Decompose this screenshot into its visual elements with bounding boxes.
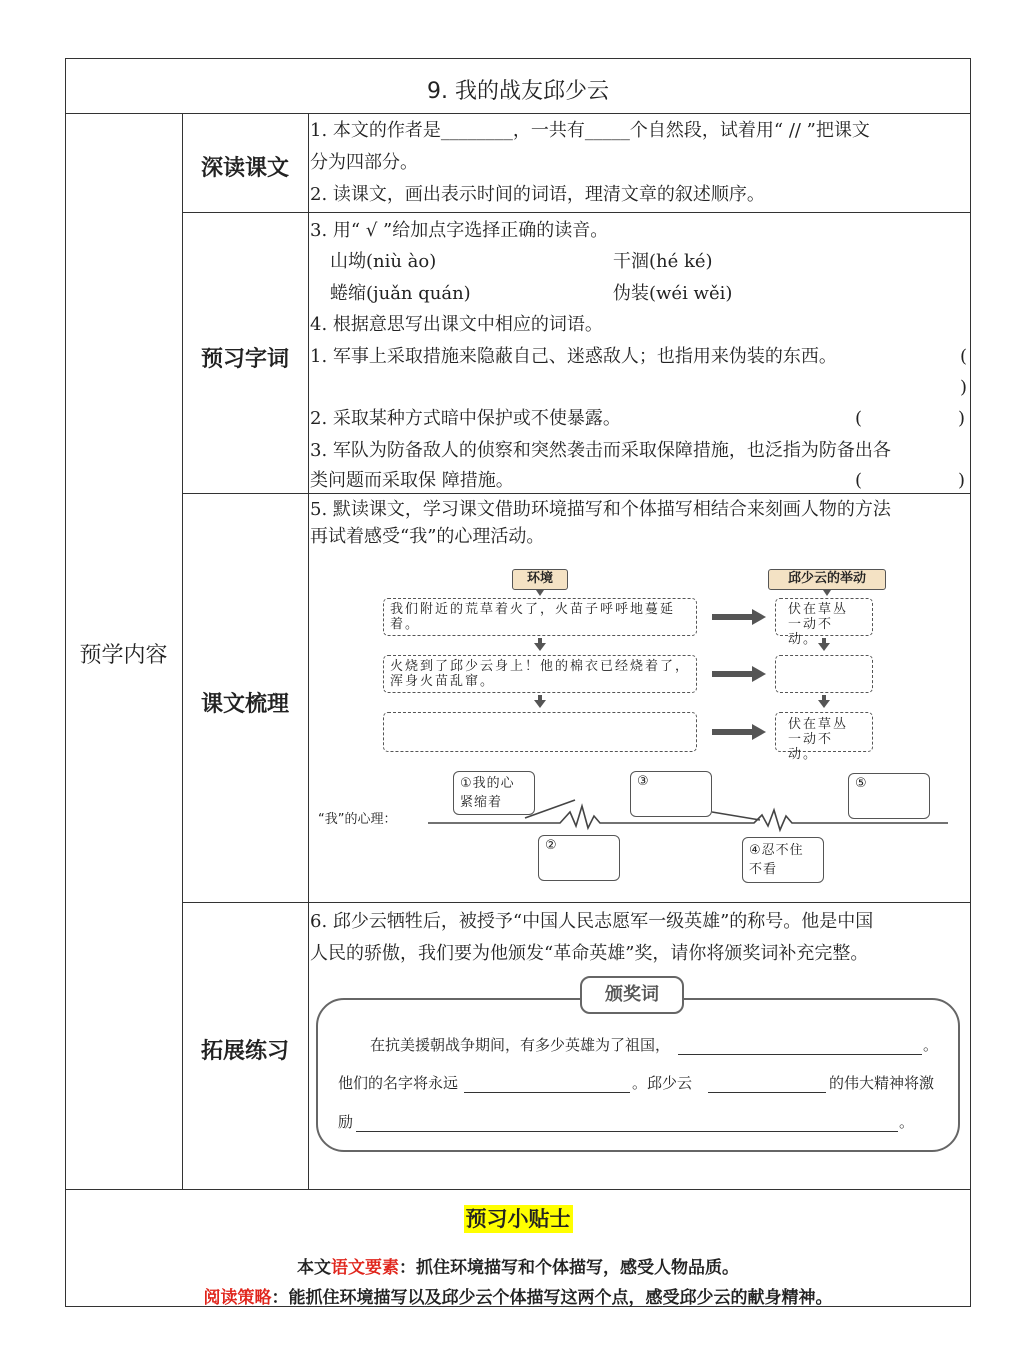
q1-line1: 1. 本文的作者是________，一共有_____个自然段，试着用“ // ”把课文 — [310, 120, 870, 141]
award-tag — [580, 976, 684, 1014]
tips-line-2-red: 阅读策略 — [203, 1288, 272, 1308]
q4-paren-close-1: ) — [960, 377, 968, 398]
q4-item-3b: 类问题而采取保 障措施。 — [310, 470, 514, 491]
q4-intro: 4. 根据意思写出课文中相应的词语。 — [310, 314, 603, 335]
mind-box-4-text: ④忍不住不看 — [749, 843, 804, 877]
q3-intro: 3. 用“ √ ”给加点字选择正确的读音。 — [310, 220, 609, 241]
tips-line-2-rest: ：能抓住环境描写以及邱少云个体描写这两个点，感受邱少云的献身精神。 — [271, 1288, 833, 1308]
act-box-3-text: 伏在草丛一动不动。 — [788, 717, 849, 762]
q2-line: 2. 读课文，画出表示时间的词语，理清文章的叙述顺序。 — [310, 184, 765, 205]
q4-item-2: 2. 采取某种方式暗中保护或不使暴露。 — [310, 408, 621, 429]
tips-line-1-prefix: 本文 — [297, 1258, 331, 1278]
mind-label: “我”的心理： — [318, 812, 397, 827]
award-blank-2[interactable] — [464, 1091, 630, 1093]
mind-box-2[interactable] — [538, 835, 620, 881]
q4-paren-open-2: ( — [855, 408, 863, 429]
tips-line-1-red: 语文要素 — [331, 1258, 399, 1278]
left-label: 预学内容 — [79, 643, 168, 668]
award-tag-text: 颁奖词 — [605, 984, 659, 1005]
award-blank-3[interactable] — [708, 1091, 826, 1093]
q1-line2: 分为四部分。 — [310, 152, 418, 173]
q3-word-1: 山坳(niù ào) — [330, 251, 437, 272]
q6-line1: 6. 邱少云牺牲后，被授予“中国人民志愿军一级英雄”的称号。他是中国 — [310, 911, 874, 932]
env-box-1-text: 我们附近的荒草着火了，火苗子呼呼地蔓延着。 — [390, 602, 676, 632]
q4-paren-close-2: ) — [958, 408, 966, 429]
q4-item-3a: 3. 军队为防备敌人的侦察和突然袭击而采取保障措施，也泛指为防备出各 — [310, 440, 891, 461]
award-line2-a: 他们的名字将永远 — [338, 1074, 459, 1092]
act-box-1-text: 伏在草丛一动不动。 — [788, 602, 849, 647]
mind-box-3-text: ③ — [637, 774, 649, 789]
q4-paren-close-3: ) — [958, 470, 966, 491]
env-box-2-text: 火烧到了邱少云身上！他的棉衣已经烧着了，浑身火苗乱窜。 — [390, 659, 691, 689]
award-blank-1[interactable] — [678, 1053, 922, 1055]
award-line1-end: 。 — [923, 1036, 939, 1054]
award-line1-text: 在抗美援朝战争期间，有多少英雄为了祖国， — [370, 1036, 671, 1054]
mind-box-2-text: ② — [545, 838, 557, 853]
mind-box-5-text: ⑤ — [855, 776, 867, 791]
mind-box-5[interactable] — [848, 773, 930, 819]
award-line2-c: 的伟大精神将激 — [829, 1074, 935, 1092]
tips-heading — [65, 1203, 971, 1233]
q3-word-2: 干涸(hé ké) — [613, 251, 713, 272]
page-title: 9. 我的战友邱少云 — [427, 79, 609, 104]
award-line2-b: 。邱少云 — [632, 1074, 693, 1092]
award-line3-a: 励 — [338, 1113, 354, 1131]
award-line3-end: 。 — [899, 1113, 915, 1131]
tag-environment: 环境 — [512, 569, 568, 590]
q5-line1: 5. 默读课文，学习课文借助环境描写和个体描写相结合来刻画人物的方法 — [310, 499, 891, 520]
q3-word-4: 伪装(wéi wěi) — [613, 283, 733, 304]
mind-box-1-text: ①我的心紧缩着 — [460, 776, 515, 810]
q4-item-1: 1. 军事上采取措施来隐蔽自己、迷惑敌人；也指用来伪装的东西。 — [310, 346, 837, 367]
section-preview-words: 预习字词 — [200, 347, 289, 372]
tag-qiu-actions: 邱少云的举动 — [768, 569, 886, 590]
section-deep-reading: 深读课文 — [200, 156, 289, 181]
tips-line-1 — [65, 1253, 971, 1278]
tips-line-1-rest: ：抓住环境描写和个体描写，感受人物品质。 — [399, 1258, 739, 1278]
section-extension: 拓展练习 — [200, 1039, 289, 1064]
tips-heading-text: 预习小贴士 — [465, 1207, 571, 1231]
section-text-outline: 课文梳理 — [200, 692, 289, 717]
q4-paren-open-3: ( — [855, 470, 863, 491]
q3-word-3: 蜷缩(juǎn quán) — [330, 283, 471, 304]
q6-line2: 人民的骄傲，我们要为他颁发“革命英雄”奖，请你将颁奖词补充完整。 — [310, 943, 869, 964]
tips-line-2 — [65, 1283, 971, 1308]
award-blank-4[interactable] — [356, 1130, 898, 1132]
q4-paren-open-1: ( — [960, 346, 968, 367]
q5-line2: 再试着感受“我”的心理活动。 — [310, 526, 545, 547]
mind-box-3[interactable] — [630, 771, 712, 817]
mind-box-4 — [742, 837, 824, 883]
mind-box-1 — [453, 771, 535, 815]
